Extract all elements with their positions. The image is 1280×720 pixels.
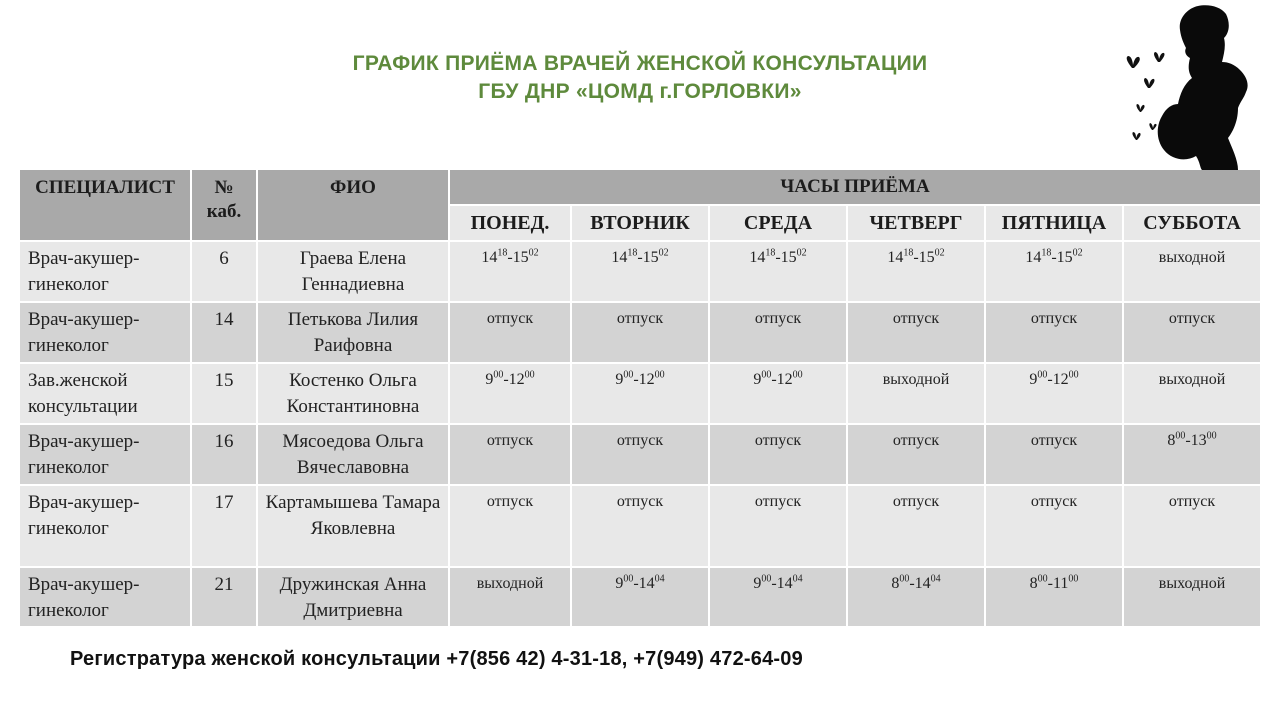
minutes-to: 02 [658,247,669,259]
hours-from: 9 [485,371,494,388]
hours-to: 12 [776,371,793,388]
doctor-name-cell: Петькова Лилия Раифовна [258,303,448,362]
minutes-to: 00 [654,369,665,381]
room-number-cell: 6 [192,242,256,301]
hours-cell-friday [986,568,1122,626]
hours-status-text: отпуск [1168,493,1216,510]
hours-status-text: выходной [1158,371,1226,388]
hours-status-text: отпуск [754,310,802,327]
hours-from: 14 [887,249,904,266]
header-hours [450,170,1260,204]
hours-status-text: выходной [1158,249,1226,266]
minutes-to: 04 [930,573,941,585]
hours-from: 9 [615,371,624,388]
hours-cell-tuesday [572,303,708,362]
table-row [20,242,1260,301]
header-specialist-label: СПЕЦИАЛИСТ [35,177,175,198]
hours-cell-thursday [848,242,984,301]
hours-status-text: выходной [1158,575,1226,592]
hours-cell-monday [450,242,570,301]
hours-to: 15 [1056,249,1073,266]
minutes-from: 00 [1037,369,1048,381]
minutes-to: 04 [654,573,665,585]
range-dash: - [633,371,639,388]
range-dash: - [775,249,781,266]
hours-status-text: отпуск [754,432,802,449]
range-dash: - [503,371,509,388]
hours-cell-saturday [1124,303,1260,362]
hours-cell-thursday [848,303,984,362]
header-room [192,170,256,240]
specialist-cell: Зав.женской консультации [20,364,190,423]
header-name-label: ФИО [330,177,376,198]
minutes-to: 00 [792,369,803,381]
minutes-from: 00 [761,369,772,381]
table-row [20,364,1260,423]
minutes-to: 04 [792,573,803,585]
hours-to: 11 [1052,575,1069,592]
hours-cell-monday [450,486,570,566]
hours-status-text: отпуск [486,432,534,449]
header-day-thursday: ЧЕТВЕРГ [848,206,984,240]
minutes-to: 02 [796,247,807,259]
minutes-from: 18 [903,247,914,259]
room-number-cell: 14 [192,303,256,362]
minutes-to: 02 [528,247,539,259]
header-day-friday: ПЯТНИЦА [986,206,1122,240]
header-day-saturday: СУББОТА [1124,206,1260,240]
hours-cell-monday [450,303,570,362]
hours-cell-thursday [848,364,984,423]
hours-status-text: отпуск [754,493,802,510]
hours-from: 14 [1025,249,1042,266]
table-row [20,486,1260,566]
schedule-table [18,168,1262,628]
hours-from: 8 [1029,575,1038,592]
hours-cell-wednesday [710,303,846,362]
hours-to: 15 [512,249,529,266]
hours-cell-monday [450,568,570,626]
minutes-from: 00 [899,573,910,585]
registry-phone-footer: Регистратура женской консультации +7(856 42) 4-31-18, +7(949) 472-64-09 [70,648,803,670]
hours-from: 9 [615,575,624,592]
hours-cell-monday [450,364,570,423]
hours-cell-thursday [848,486,984,566]
hours-from: 9 [753,371,762,388]
title-line-1: ГРАФИК ПРИЁМА ВРАЧЕЙ ЖЕНСКОЙ КОНСУЛЬТАЦИИ [352,52,928,75]
specialist-cell: Врач-акушер-гинеколог [20,568,190,626]
doctor-name-cell: Граева Елена Геннадиевна [258,242,448,301]
hours-status-text: отпуск [892,310,940,327]
minutes-from: 18 [627,247,638,259]
hours-cell-saturday [1124,425,1260,484]
doctor-name-cell: Костенко Ольга Константиновна [258,364,448,423]
hours-status-text: отпуск [1168,310,1216,327]
table-row [20,425,1260,484]
hours-to: 14 [638,575,655,592]
hours-cell-friday [986,242,1122,301]
range-dash: - [1051,249,1057,266]
table-row [20,303,1260,362]
hours-status-text: отпуск [892,493,940,510]
hours-to: 13 [1190,432,1207,449]
minutes-to: 02 [934,247,945,259]
header-hours-label: ЧАСЫ ПРИЁМА [780,176,930,197]
hours-cell-friday [986,364,1122,423]
hours-cell-friday [986,303,1122,362]
hours-from: 8 [891,575,900,592]
specialist-cell: Врач-акушер-гинеколог [20,486,190,566]
hours-to: 12 [508,371,525,388]
hours-status-text: отпуск [616,310,664,327]
hours-from: 14 [611,249,628,266]
hours-from: 9 [1029,371,1038,388]
header-name [258,170,448,240]
hours-from: 14 [749,249,766,266]
title-line-2: ГБУ ДНР «ЦОМД г.ГОРЛОВКИ» [478,80,802,103]
hours-cell-saturday [1124,486,1260,566]
doctor-name-cell: Картамышева Тамара Яковлевна [258,486,448,566]
range-dash: - [909,575,915,592]
header-specialist [20,170,190,240]
hours-cell-saturday [1124,568,1260,626]
hours-status-text: отпуск [616,493,664,510]
hours-status-text: отпуск [1030,432,1078,449]
hours-to: 15 [918,249,935,266]
hours-cell-saturday [1124,364,1260,423]
hours-cell-tuesday [572,486,708,566]
hours-cell-friday [986,425,1122,484]
hours-status-text: отпуск [1030,493,1078,510]
hours-status-text: отпуск [616,432,664,449]
minutes-from: 00 [761,573,772,585]
hours-from: 8 [1167,432,1176,449]
hours-cell-tuesday [572,425,708,484]
hours-cell-saturday [1124,242,1260,301]
minutes-from: 00 [1175,430,1186,442]
range-dash: - [507,249,513,266]
hours-status-text: выходной [882,371,950,388]
header-room-line-2: каб. [206,201,242,222]
hours-cell-wednesday [710,486,846,566]
doctor-name-cell: Мясоедова Ольга Вячеславовна [258,425,448,484]
range-dash: - [1185,432,1191,449]
minutes-to: 00 [524,369,535,381]
minutes-from: 00 [1037,573,1048,585]
minutes-to: 00 [1206,430,1217,442]
hours-status-text: отпуск [892,432,940,449]
minutes-from: 18 [497,247,508,259]
hours-cell-tuesday [572,242,708,301]
range-dash: - [1047,575,1053,592]
range-dash: - [633,575,639,592]
hours-status-text: отпуск [486,493,534,510]
room-number-cell: 16 [192,425,256,484]
minutes-from: 00 [623,573,634,585]
hours-to: 14 [776,575,793,592]
page-title [0,50,1280,106]
hours-to: 12 [1052,371,1069,388]
hours-to: 15 [780,249,797,266]
header-day-monday: ПОНЕД. [450,206,570,240]
hours-cell-tuesday [572,364,708,423]
minutes-from: 18 [1041,247,1052,259]
hours-cell-wednesday [710,364,846,423]
range-dash: - [913,249,919,266]
header-day-wednesday: СРЕДА [710,206,846,240]
minutes-from: 18 [765,247,776,259]
minutes-to: 00 [1068,369,1079,381]
room-number-cell: 17 [192,486,256,566]
hours-cell-friday [986,486,1122,566]
minutes-from: 00 [493,369,504,381]
specialist-cell: Врач-акушер-гинеколог [20,303,190,362]
header-room-line-1: № [214,177,234,198]
hours-from: 14 [481,249,498,266]
table-row [20,568,1260,626]
doctor-name-cell: Дружинская Анна Дмитриевна [258,568,448,626]
minutes-from: 00 [623,369,634,381]
range-dash: - [1047,371,1053,388]
range-dash: - [771,575,777,592]
hours-cell-thursday [848,425,984,484]
hours-status-text: выходной [476,575,544,592]
hours-to: 12 [638,371,655,388]
room-number-cell: 15 [192,364,256,423]
room-number-cell: 21 [192,568,256,626]
hours-cell-wednesday [710,425,846,484]
hours-status-text: отпуск [1030,310,1078,327]
hours-cell-wednesday [710,568,846,626]
specialist-cell: Врач-акушер-гинеколог [20,242,190,301]
range-dash: - [637,249,643,266]
hours-cell-tuesday [572,568,708,626]
hours-cell-monday [450,425,570,484]
pregnant-woman-silhouette-icon [1110,0,1270,170]
hours-to: 14 [914,575,931,592]
minutes-to: 00 [1068,573,1079,585]
hours-cell-thursday [848,568,984,626]
hours-status-text: отпуск [486,310,534,327]
specialist-cell: Врач-акушер-гинеколог [20,425,190,484]
hours-from: 9 [753,575,762,592]
hours-cell-wednesday [710,242,846,301]
hours-to: 15 [642,249,659,266]
header-day-tuesday: ВТОРНИК [572,206,708,240]
range-dash: - [771,371,777,388]
minutes-to: 02 [1072,247,1083,259]
